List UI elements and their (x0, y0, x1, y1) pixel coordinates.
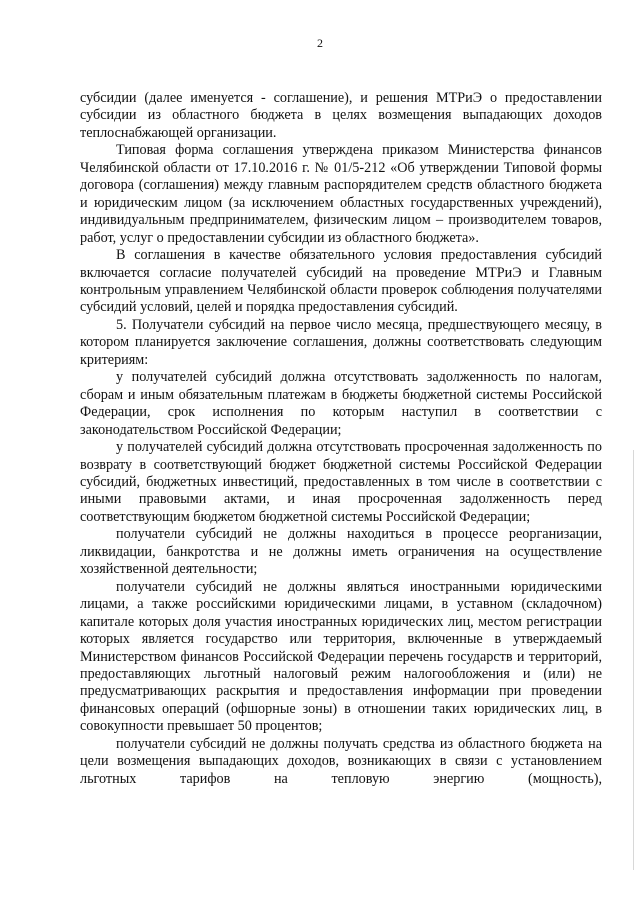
paragraph-criterion-foreign-entity: получатели субсидий не должны являться иностранными юридическими лицами, а также российскими юридическими лицами, в уставном (складочном) капитале которых доля участия иностранных юридических лиц, местом регистрации которых является государство или территория, включенные в утверждаемый Министерством финансов Российской Федерации перечень государств и территорий, предоставляющих льготный налоговый режим налогообложения и (или) не предусматривающих раскрытия и предоставления информации при проведении финансовых операций (офшорные зоны) в отношении таких юридических лиц, в совокупности превышает 50 процентов; (80, 578, 602, 735)
scan-edge-line (633, 450, 634, 870)
paragraph-criterion-budget-funds: получатели субсидий не должны получать средства из областного бюджета на цели возмещения выпадающих доходов, возникающих в связи с установлением льготных тарифов на тепловую энергию (мощность), (80, 735, 602, 787)
paragraph-continuation: субсидии (далее именуется - соглашение), и решения МТРиЭ о предоставлении субсидии из областного бюджета в целях возмещения выпадающих доходов теплоснабжающей организации. (80, 90, 602, 141)
paragraph-criterion-overdue-debt: у получателей субсидий должна отсутствовать просроченная задолженность по возврату в соответствующий бюджет бюджетной системы Российской Федерации субсидий, бюджетных инвестиций, предоставленных в том числе в соответствии с иными правовыми актами, и иная просроченная задолженность перед соответствующим бюджетом бюджетной системы Российской Федерации; (80, 439, 602, 525)
document-body (80, 90, 602, 788)
paragraph-item-5: 5. Получатели субсидий на первое число месяца, предшествующего месяцу, в котором планируется заключение соглашения, должны соответствовать следующим критериям: (80, 316, 602, 368)
paragraph-consent-condition: В соглашения в качестве обязательного условия предоставления субсидий включается согласие получателей субсидий на проведение МТРиЭ и Главным контрольным управлением Челябинской области проверок соблюдения получателями субсидий условий, целей и порядка предоставления субсидий. (80, 247, 602, 316)
paragraph-criterion-tax-debt: у получателей субсидий должна отсутствовать задолженность по налогам, сборам и иным обязательным платежам в бюджеты бюджетной системы Российской Федерации, срок исполнения по которым наступил в соответствии с законодательством Российской Федерации; (80, 369, 602, 438)
paragraph-standard-form: Типовая форма соглашения утверждена приказом Министерства финансов Челябинской области от 17.10.2016 г. № 01/5-212 «Об утверждении Типовой формы договора (соглашения) между главным распорядителем средств областного бюджета и юридическим лицом (за исключением областных государственных учреждений), индивидуальным предпринимателем, физическим лицом – производителем товаров, работ, услуг о предоставлении субсидии из областного бюджета». (80, 142, 602, 246)
paragraph-criterion-reorganization: получатели субсидий не должны находиться в процессе реорганизации, ликвидации, банкротства и не должны иметь ограничения на осуществление хозяйственной деятельности; (80, 526, 602, 578)
page-number: 2 (317, 36, 323, 50)
